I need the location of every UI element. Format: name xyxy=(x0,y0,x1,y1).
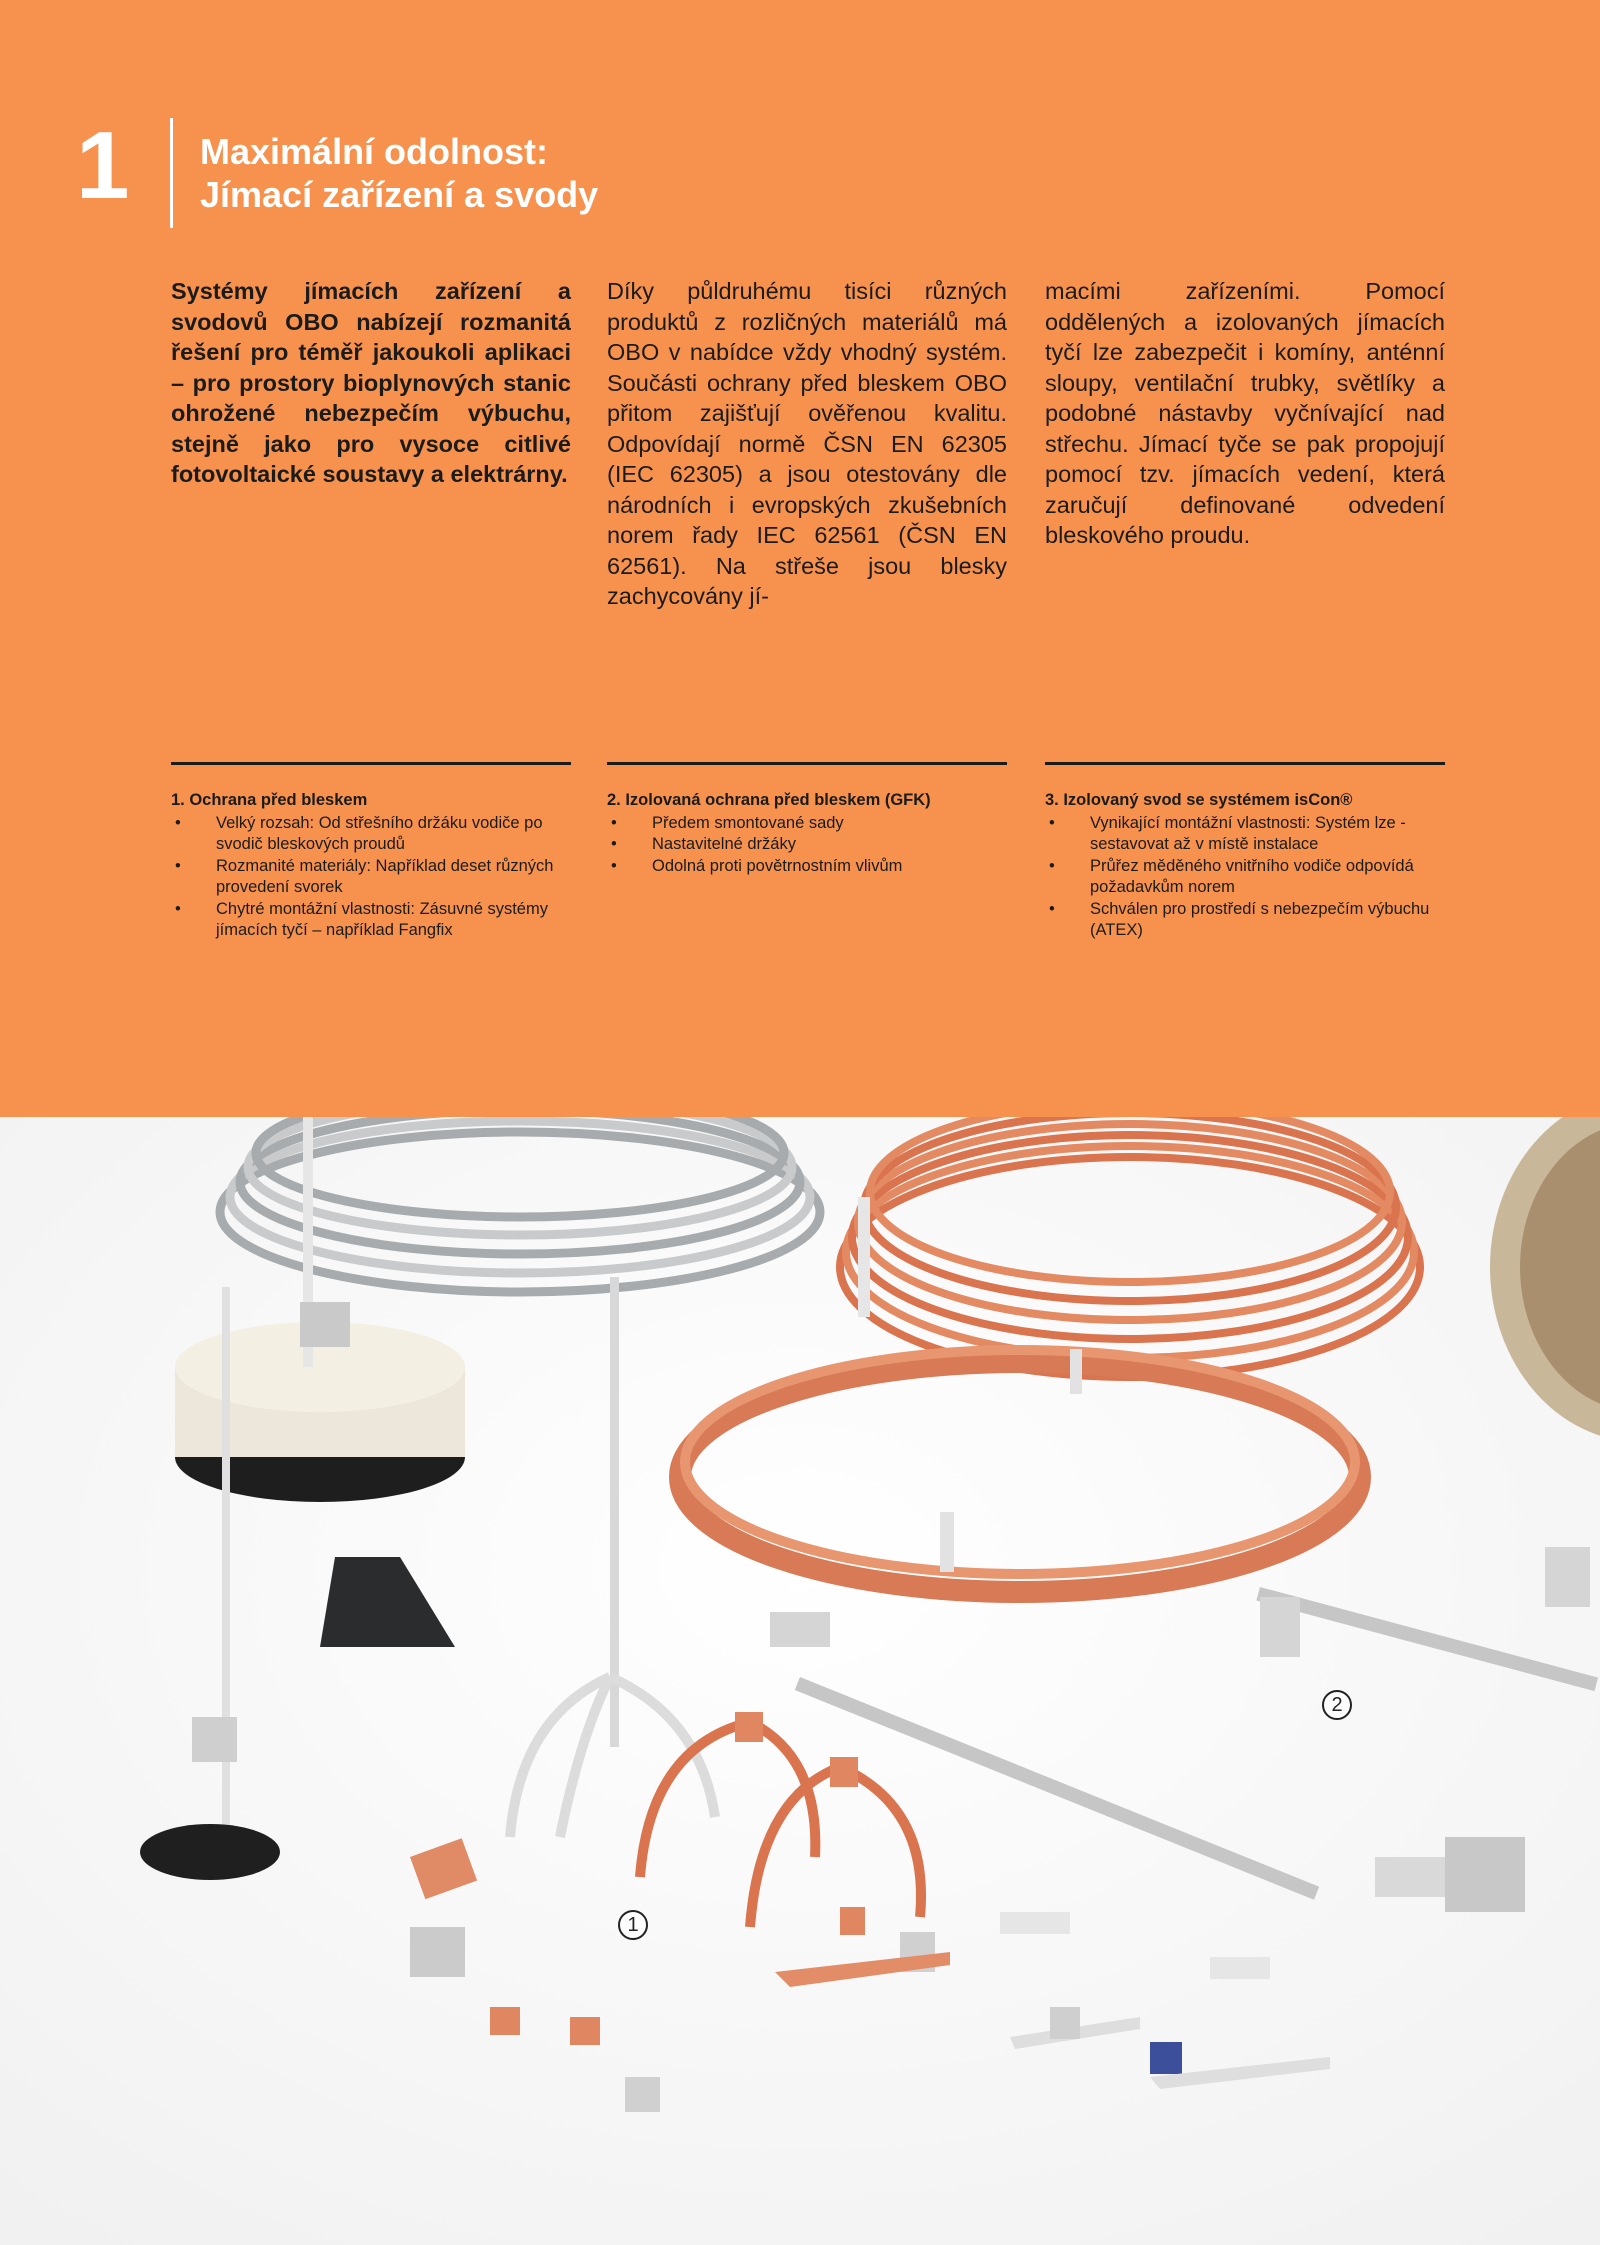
feature-block-1 xyxy=(171,790,571,942)
copper-clamp-icon xyxy=(840,1907,865,1935)
strip-clip-icon xyxy=(1070,1349,1082,1394)
copper-clamp-icon xyxy=(735,1712,763,1742)
feature-rule-1 xyxy=(171,762,571,765)
feature-item: • Rozmanité materiály: Například deset různých provedení svorek xyxy=(171,856,571,899)
feature-item: • Předem smontované sady xyxy=(607,813,1007,835)
disc-base-icon xyxy=(140,1824,280,1880)
intro-lead: Systémy jímacích zařízení a svodovů OBO nabízejí rozmanitá řešení pro téměř jakoukoli aplikaci – pro prostory bioplynových stanic ohrožené nebezpečím výbuchu, stejně jako pro vysoce citlivé fotovoltaické soustavy a elektrárny. xyxy=(171,278,571,487)
clamp-icon xyxy=(410,1927,465,1977)
chapter-title-line2: Jímací zařízení a svody xyxy=(200,174,599,215)
test-joint-icon xyxy=(1210,1957,1270,1979)
chapter-title-line1: Maximální odolnost: xyxy=(200,131,549,172)
feature-item: • Chytré montážní vlastnosti: Zásuvné systémy jímacích tyčí – například Fangfix xyxy=(171,899,571,942)
strip-clip-icon xyxy=(940,1512,954,1572)
chapter-number: 1 xyxy=(76,112,130,219)
feature-item: • Nastavitelné držáky xyxy=(607,834,1007,856)
feature-rule-2 xyxy=(607,762,1007,765)
test-joint-icon xyxy=(1000,1912,1070,1934)
feature-rule-3 xyxy=(1045,762,1445,765)
feature-item: • Velký rozsah: Od střešního držáku vodiče po svodič bleskových proudů xyxy=(171,813,571,856)
feature-item: • Odolná proti povětrnostním vlivům xyxy=(607,856,1007,878)
callout-marker-2: 2 xyxy=(1322,1690,1352,1720)
clamp-icon xyxy=(625,2077,660,2112)
feature-title: 3. Izolovaný svod se systémem isCon® xyxy=(1045,791,1353,809)
clamp-icon xyxy=(1050,2007,1080,2039)
copper-clamp-icon xyxy=(830,1757,858,1787)
air-rod-clamp xyxy=(192,1717,237,1762)
product-photo xyxy=(0,1117,1600,2245)
air-rod xyxy=(222,1287,230,1847)
feature-title: 1. Ochrana před bleskem xyxy=(171,791,368,809)
feature-item: • Průřez měděného vnitřního vodiče odpovídá požadavkům norem xyxy=(1045,856,1445,899)
feature-block-3 xyxy=(1045,790,1445,942)
cross-clamp-icon xyxy=(570,2017,600,2045)
chapter-title xyxy=(200,130,598,216)
coil-strap-icon xyxy=(858,1197,870,1317)
feature-block-2 xyxy=(607,790,1007,877)
feature-item: • Schválen pro prostředí s nebezpečím výbuchu (ATEX) xyxy=(1045,899,1445,942)
chapter-divider xyxy=(170,118,173,228)
feature-title: 2. Izolovaná ochrana před bleskem (GFK) xyxy=(607,791,931,809)
callout-marker-1: 1 xyxy=(618,1910,648,1940)
isolated-clamp-icon xyxy=(1150,2042,1182,2074)
feature-item: • Vynikající montážní vlastnosti: Systém lze - sestavovat až v místě instalace xyxy=(1045,813,1445,856)
intro-body-col2: Díky půldruhému tisíci různých produktů z rozličných materiálů má OBO v nabídce vždy vhodný systém. Součásti ochrany před bleskem OBO přitom zajišťují ověřenou kvalitu. Odpovídají normě ČSN EN 62305 (IEC 62305) a jsou otestovány dle národních i evropských zkušebních norem řady IEC 62561 (ČSN EN 62561). Na střeše jsou blesky zachycovány jí- xyxy=(607,278,1007,609)
cross-clamp-icon xyxy=(490,2007,520,2035)
intro-body-col3: macími zařízeními. Pomocí oddělených a izolovaných jímacích tyčí lze zabezpečit i komíny, anténní sloupy, ventilační trubky, světlíky a podobné nástavby vyčnívající nad střechu. Jímací tyče se pak propojují pomocí tzv. jímacích vedení, která zaručují definované odvedení bleskového proudu. xyxy=(1045,278,1445,548)
